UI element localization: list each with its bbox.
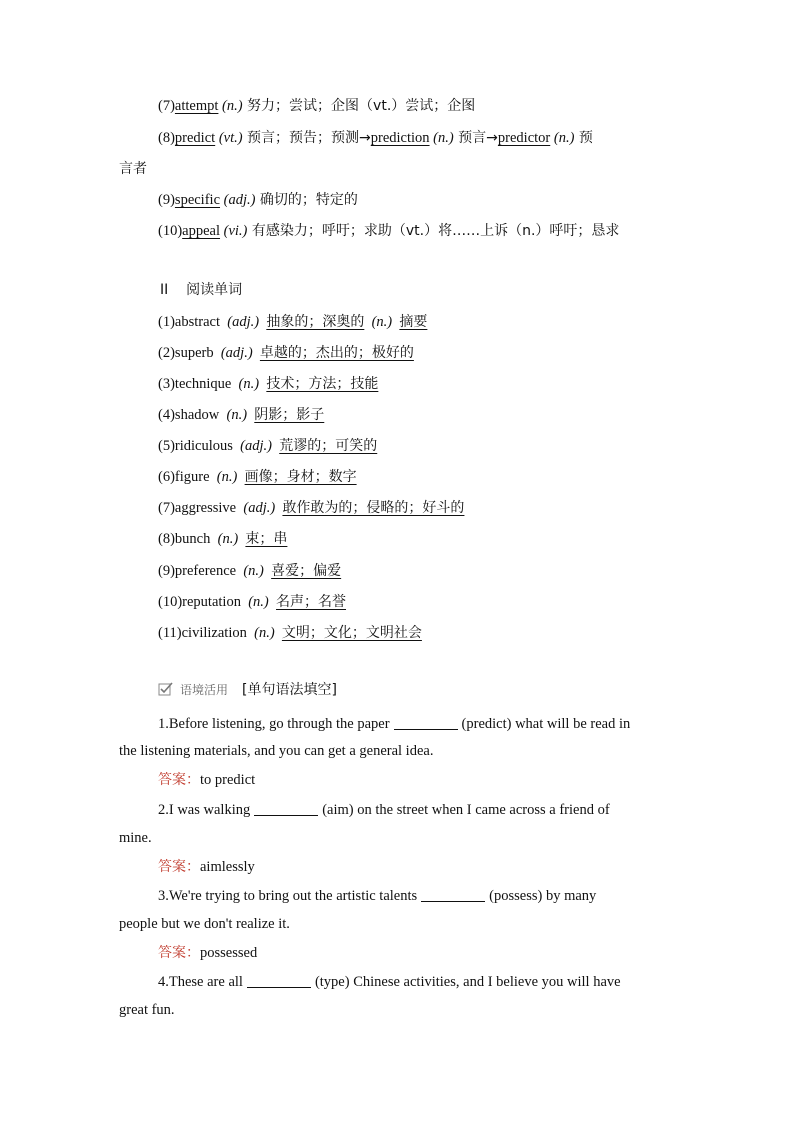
reading-meaning: 卓越的；杰出的；极好的	[259, 345, 414, 361]
vocab-item-appeal: (10)appeal (vi.) 有感染力；呼吁；求助（vt.）将……上诉（n.）呼吁；恳求	[158, 223, 620, 239]
reading-meaning: 抽象的；深奥的	[266, 314, 365, 330]
context-label: 语境活用	[180, 683, 229, 697]
reading-meaning: 画像；身材；数字	[244, 469, 357, 485]
reading-word: civilization	[181, 625, 247, 641]
exercise-1-line-1: 1.Before listening, go through the paper (predict) what will be read in	[158, 716, 631, 732]
reading-item-1: (2)superb (adj.) 卓越的；杰出的；极好的	[158, 345, 414, 361]
reading-meaning: 名声；名誉	[276, 594, 347, 610]
exercise-4-line-1: 4.These are all (type) Chinese activities, and I believe you will have	[158, 974, 621, 990]
reading-item-10: (11)civilization (n.) 文明；文化；文明社会	[158, 625, 422, 641]
reading-word: preference	[174, 563, 237, 579]
answer-text: to predict	[200, 772, 256, 788]
reading-word: reputation	[182, 594, 241, 610]
vocab-item-attempt: (7)attempt (n.) 努力；尝试；企图（vt.）尝试；企图	[158, 98, 476, 114]
reading-word: bunch	[174, 531, 211, 547]
reading-word: figure	[174, 469, 210, 485]
answer-text: possessed	[200, 945, 258, 961]
answer-label: 答案：	[158, 772, 200, 788]
fill-blank[interactable]	[421, 887, 485, 902]
reading-item-9: (10)reputation (n.) 名声；名誉	[158, 594, 347, 610]
vocab-word: appeal	[182, 223, 221, 239]
reading-item-4: (5)ridiculous (adj.) 荒谬的；可笑的	[158, 438, 378, 454]
reading-meaning: 技术；方法；技能	[266, 376, 379, 392]
exercise-3-line-1: 3.We're trying to bring out the artistic talents (possess) by many	[158, 888, 597, 904]
check-pen-icon	[158, 682, 174, 696]
vocab-word: predict	[174, 130, 216, 146]
reading-word: ridiculous	[174, 438, 233, 454]
vocab-word: specific	[174, 192, 221, 208]
reading-item-5: (6)figure (n.) 画像；身材；数字	[158, 469, 357, 485]
vocab-word: attempt	[174, 98, 219, 114]
exercise-2-answer	[158, 857, 255, 877]
exercise-3-line-2: people but we don't realize it.	[119, 916, 290, 932]
exercise-2-line-2: mine.	[119, 830, 152, 846]
fill-blank[interactable]	[247, 973, 311, 988]
context-header	[158, 680, 337, 700]
reading-word: technique	[174, 376, 232, 392]
reading-item-8: (9)preference (n.) 喜爱；偏爱	[158, 563, 342, 579]
exercise-2-line-1: 2.I was walking (aim) on the street when I came across a friend of	[158, 802, 610, 818]
exercise-4-line-2: great fun.	[119, 1002, 175, 1018]
vocab-item-predict: (8)predict (vt.) 预言；预告；预测→prediction (n.) 预言→predictor (n.) 预	[158, 130, 593, 146]
reading-item-3: (4)shadow (n.) 阴影；影子	[158, 407, 325, 423]
reading-item-6: (7)aggressive (adj.) 敢作敢为的；侵略的；好斗的	[158, 500, 465, 516]
reading-item-0: (1)abstract (adj.) 抽象的；深奥的 (n.) 摘要	[158, 314, 428, 330]
answer-text: aimlessly	[200, 859, 255, 875]
exercise-1-answer	[158, 770, 255, 790]
vocab-item-specific: (9)specific (adj.) 确切的；特定的	[158, 192, 358, 208]
exercise-type: [单句语法填空]	[242, 682, 337, 698]
answer-label: 答案：	[158, 945, 200, 961]
vocab-item-continuation: 言者	[119, 161, 147, 177]
reading-meaning: 阴影；影子	[254, 407, 325, 423]
fill-blank[interactable]	[254, 801, 318, 816]
reading-meaning: 敢作敢为的；侵略的；好斗的	[282, 500, 465, 516]
reading-meaning: 荒谬的；可笑的	[279, 438, 378, 454]
reading-meaning-2: 摘要	[399, 314, 428, 330]
reading-meaning: 束；串	[245, 531, 288, 547]
exercise-1-line-2: the listening materials, and you can get a general idea.	[119, 743, 434, 759]
reading-word: abstract	[174, 314, 221, 330]
fill-blank[interactable]	[394, 715, 458, 730]
reading-word: superb	[174, 345, 214, 361]
reading-word: shadow	[174, 407, 220, 423]
section-heading: II 阅读单词	[160, 282, 243, 298]
reading-meaning: 文明；文化；文明社会	[281, 625, 422, 641]
reading-word: aggressive	[174, 500, 237, 516]
exercise-3-answer	[158, 943, 257, 963]
reading-meaning: 喜爱；偏爱	[271, 563, 342, 579]
reading-item-2: (3)technique (n.) 技术；方法；技能	[158, 376, 379, 392]
answer-label: 答案：	[158, 859, 200, 875]
reading-item-7: (8)bunch (n.) 束；串	[158, 531, 288, 547]
